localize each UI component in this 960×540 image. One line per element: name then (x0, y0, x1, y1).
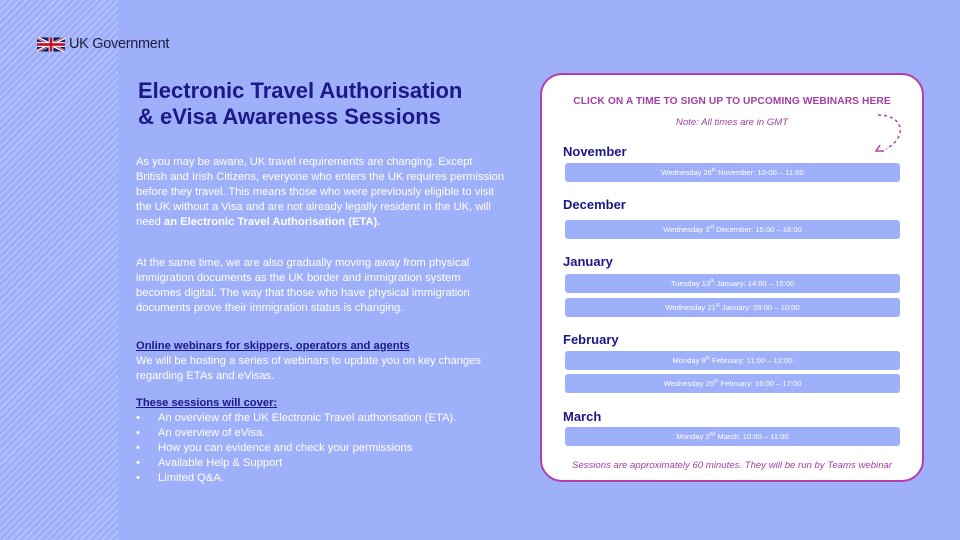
sessions-list (136, 411, 506, 486)
brand-name: UK Government (69, 36, 170, 52)
union-flag-icon (37, 37, 65, 52)
month-november: November (563, 144, 627, 159)
list-item: • An overview of eVisa. (136, 427, 266, 439)
intro-bold: an Electronic Travel Authorisation (ETA). (164, 216, 381, 228)
month-march: March (563, 409, 602, 424)
bullet: • (136, 457, 140, 469)
list-item: • How you can evidence and check your permissions (136, 442, 413, 454)
intro-text: As you may be aware, UK travel requirements are changing. Except British and Irish Citizens, everyone who enters the UK requires permission before they travel. This means those who were previously eligible to visit the UK without a Visa and are not already legally resident in the UK, will need (136, 156, 505, 228)
session-slot-link[interactable]: Monday 9th February: 11:00 – 12:00 (565, 351, 900, 370)
session-slot-link[interactable]: Wednesday 21st January: 09:00 – 10:00 (565, 298, 900, 317)
bullet: • (136, 427, 140, 439)
month-february: February (563, 332, 619, 347)
session-slot-link[interactable]: Wednesday 26th November: 10-00 – 11:00 (565, 163, 900, 182)
panel-header: CLICK ON A TIME TO SIGN UP TO UPCOMING WEBINARS HERE (573, 96, 891, 107)
uk-government-logo (37, 36, 169, 52)
intro-paragraph-1 (136, 155, 506, 230)
title-line-2: & eVisa Awareness Sessions (138, 104, 441, 129)
session-slot-link[interactable]: Tuesday 13th January: 14:00 – 15:00 (565, 274, 900, 293)
intro-paragraph-2: At the same time, we are also gradually moving away from physical immigration documents as the UK border and immigration system becomes digital. The way that those who have physical immigration documents prove their immigration status is changing. (136, 257, 470, 314)
sessions-footer-note: Sessions are approximately 60 minutes. They will be run by Teams webinar (571, 460, 893, 471)
month-january: January (563, 254, 613, 269)
sessions-heading: These sessions will cover: (136, 397, 278, 409)
session-slot-link[interactable]: Monday 2nd March: 10:00 – 11:00 (565, 427, 900, 446)
bullet: • (136, 442, 140, 454)
bullet: • (136, 412, 140, 424)
bullet: • (136, 472, 140, 484)
title-line-1: Electronic Travel Authorisation (138, 78, 463, 103)
month-december: December (563, 197, 626, 212)
sessions-section (136, 396, 506, 486)
list-item: • Available Help & Support (136, 457, 283, 469)
session-slot-link[interactable]: Wednesday 25th February: 16:00 – 17:00 (565, 374, 900, 393)
timezone-note: Note: All times are in GMT (675, 117, 789, 128)
webinars-text: We will be hosting a series of webinars to update you on key changes regarding ETAs and eVisas. (136, 355, 481, 382)
webinars-section (136, 339, 506, 384)
webinars-heading: Online webinars for skippers, operators and agents (136, 340, 410, 352)
session-slot-link[interactable]: Wednesday 3rd December: 15:00 – 16:00 (565, 220, 900, 239)
curved-arrow-icon (874, 111, 908, 155)
webinar-signup-panel (540, 73, 924, 482)
decorative-stripes (0, 0, 118, 540)
page-title (138, 78, 518, 130)
list-item: • An overview of the UK Electronic Travel authorisation (ETA). (136, 412, 457, 424)
list-item: • Limited Q&A. (136, 472, 224, 484)
